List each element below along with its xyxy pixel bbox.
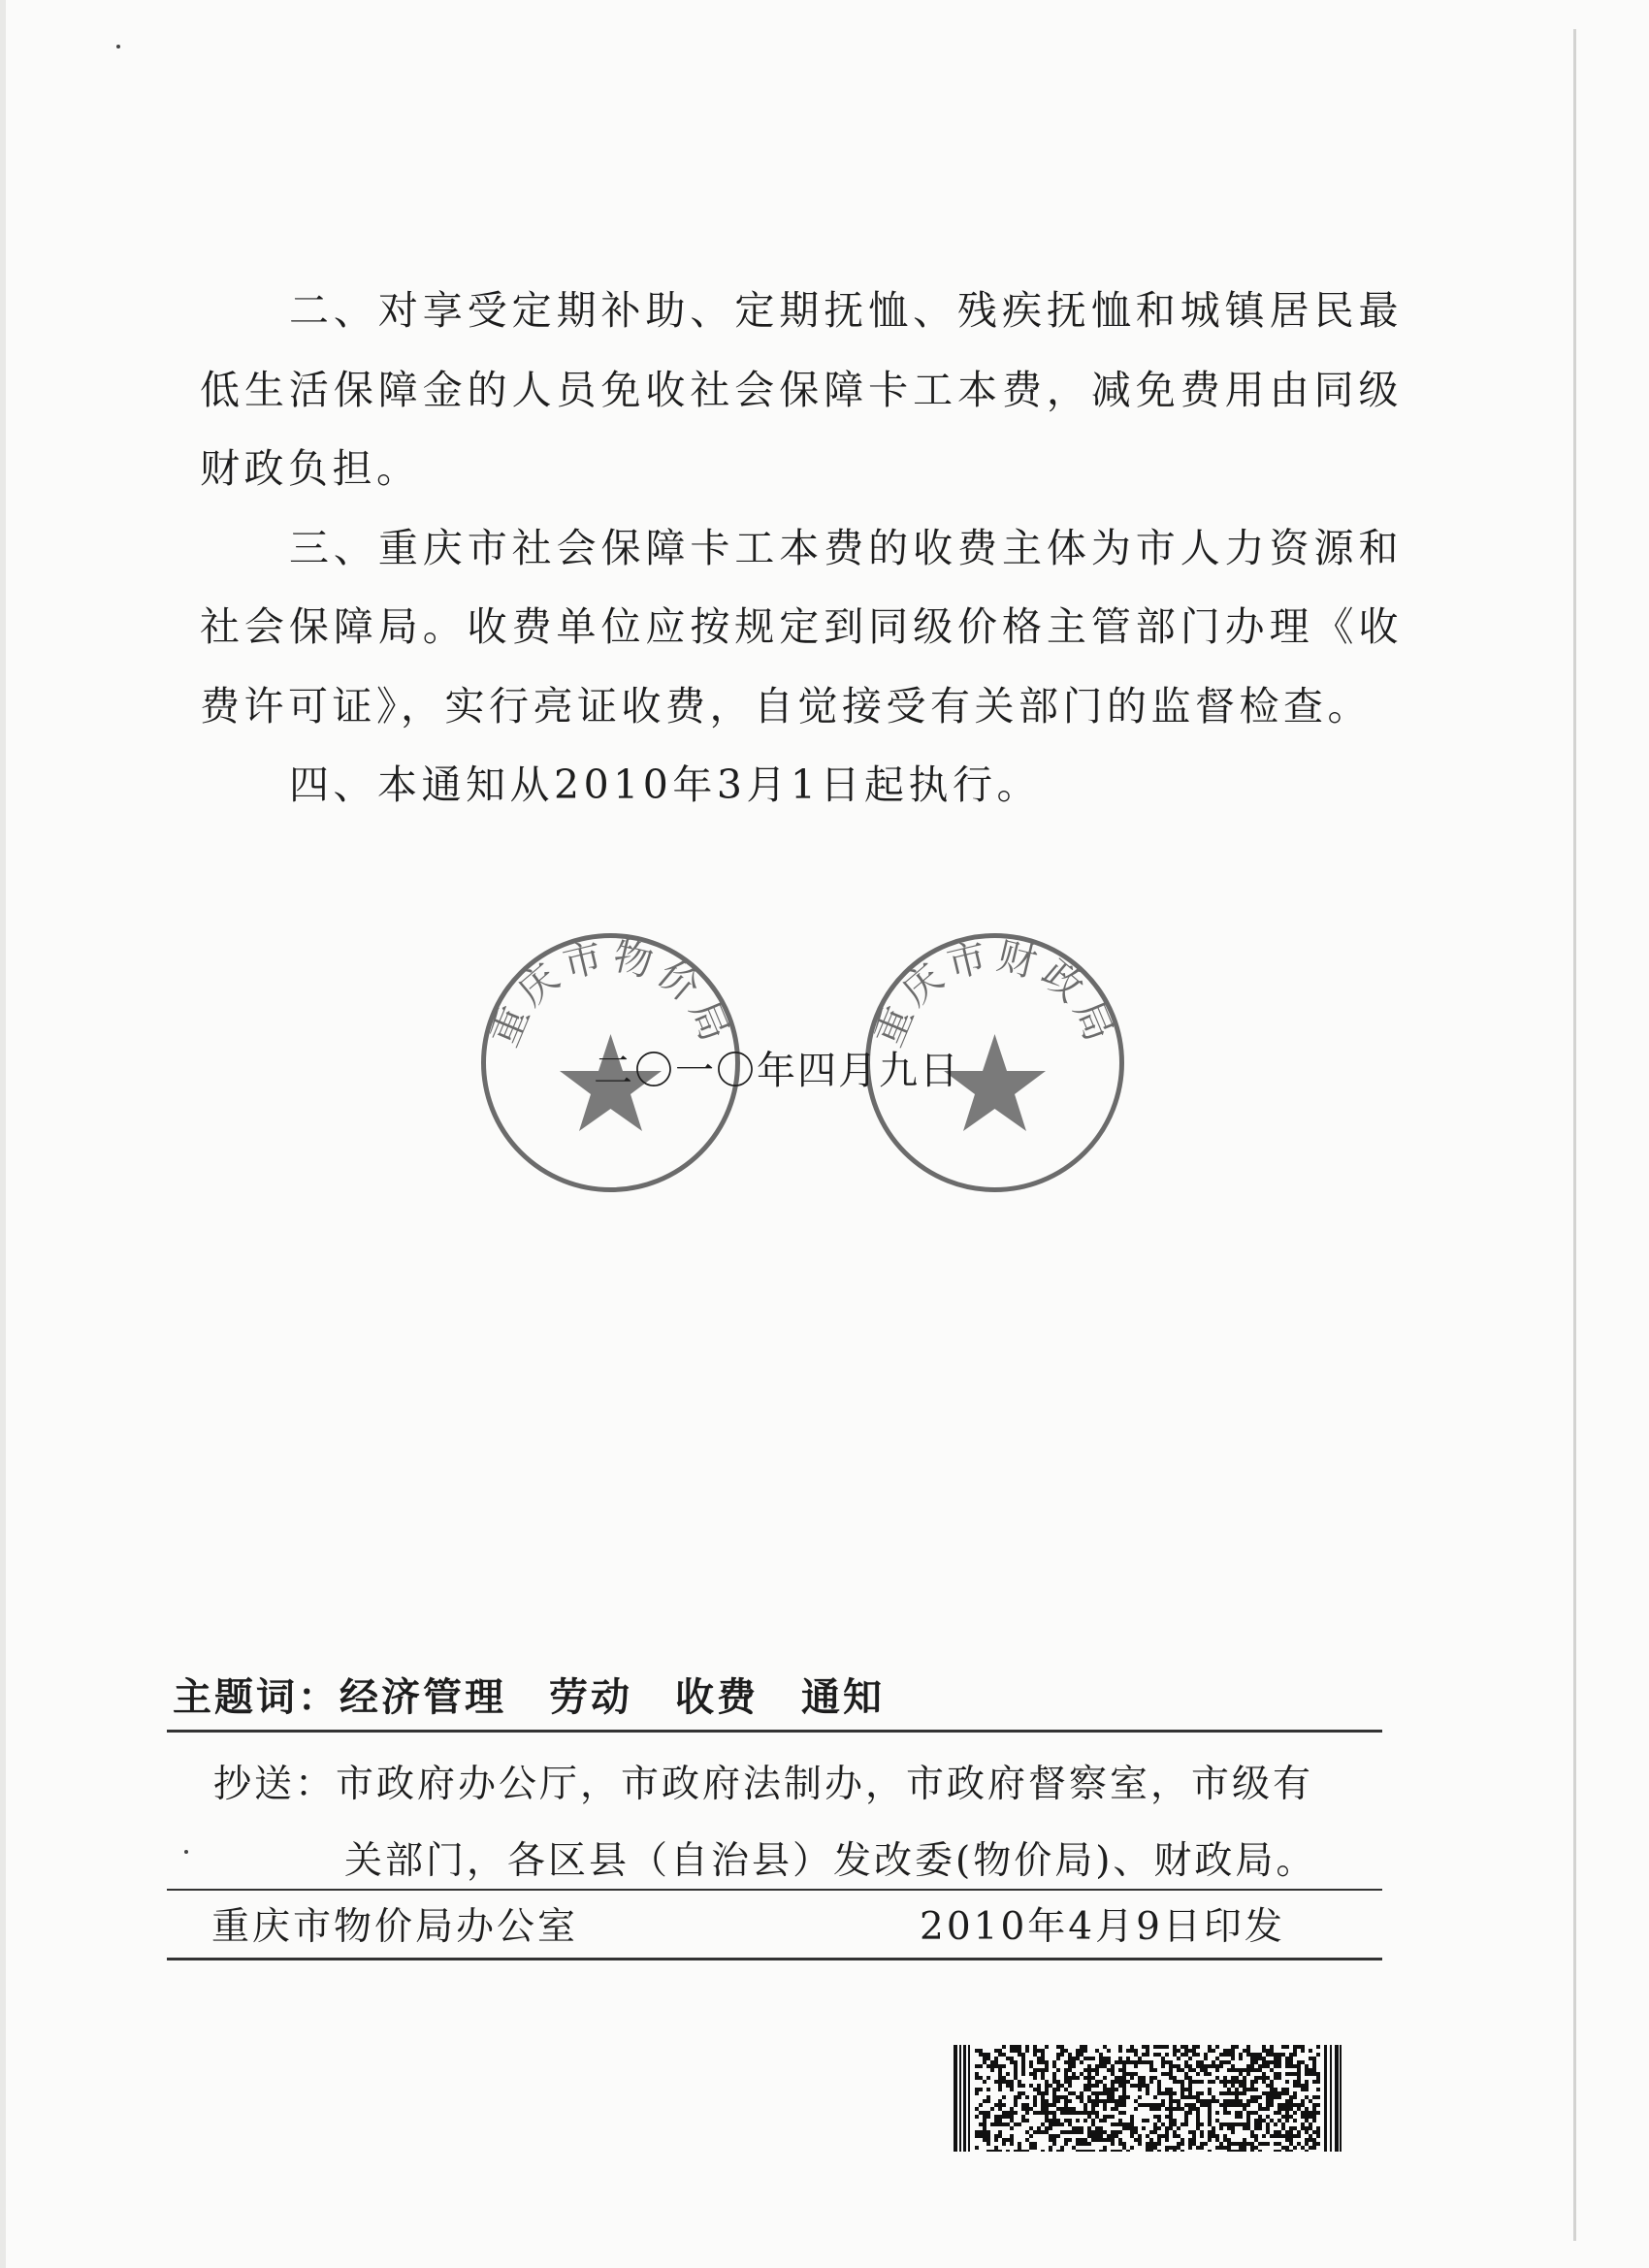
keyword: 劳动 <box>549 1675 632 1720</box>
scan-edge <box>1573 29 1576 2241</box>
divider <box>167 1958 1382 1960</box>
speck <box>116 45 120 49</box>
document-barcode <box>954 2045 1342 2152</box>
cc-label: 抄送： <box>213 1763 337 1806</box>
document-date: 二〇一〇年四月九日 <box>594 1049 960 1093</box>
divider <box>167 1889 1382 1891</box>
seal-text-left: 重庆市物价局 <box>482 933 739 1053</box>
cc-block <box>213 1746 1377 1899</box>
paragraph: 四、本通知从2010年3月1日起执行。 <box>289 761 1042 808</box>
issuing-office: 重庆市物价局办公室 <box>211 1905 579 1949</box>
scan-edge <box>0 0 6 2268</box>
keywords-label: 主题词： <box>173 1675 340 1720</box>
cc-recipients: 市政府办公厅，市政府法制办，市政府督察室，市级有 <box>336 1763 1314 1806</box>
divider <box>167 1730 1382 1733</box>
cc-line <box>213 1746 1377 1823</box>
keyword: 通知 <box>801 1675 885 1720</box>
speck <box>184 1850 188 1854</box>
paragraph: 三、重庆市社会保障卡工本费的收费主体为市人力资源和社会保障局。收费单位应按规定到同级价格主管部门办理《收费许可证》，实行亮证收费，自觉接受有关部门的监督检查。 <box>200 524 1403 729</box>
cc-line: 关部门，各区县（自治县）发改委(物价局)、财政局。 <box>344 1839 1317 1883</box>
issue-date: 2010年4月9日印发 <box>920 1905 1285 1949</box>
keyword: 经济管理 <box>340 1675 506 1720</box>
keywords-line <box>173 1667 927 1722</box>
keyword: 收费 <box>675 1675 759 1720</box>
document-body <box>200 272 1403 826</box>
paragraph: 二、对享受定期补助、定期抚恤、残疾抚恤和城镇居民最低生活保障金的人员免收社会保障卡工本费，减免费用由同级财政负担。 <box>200 287 1403 492</box>
seal-text-right: 重庆市财政局 <box>866 933 1123 1053</box>
